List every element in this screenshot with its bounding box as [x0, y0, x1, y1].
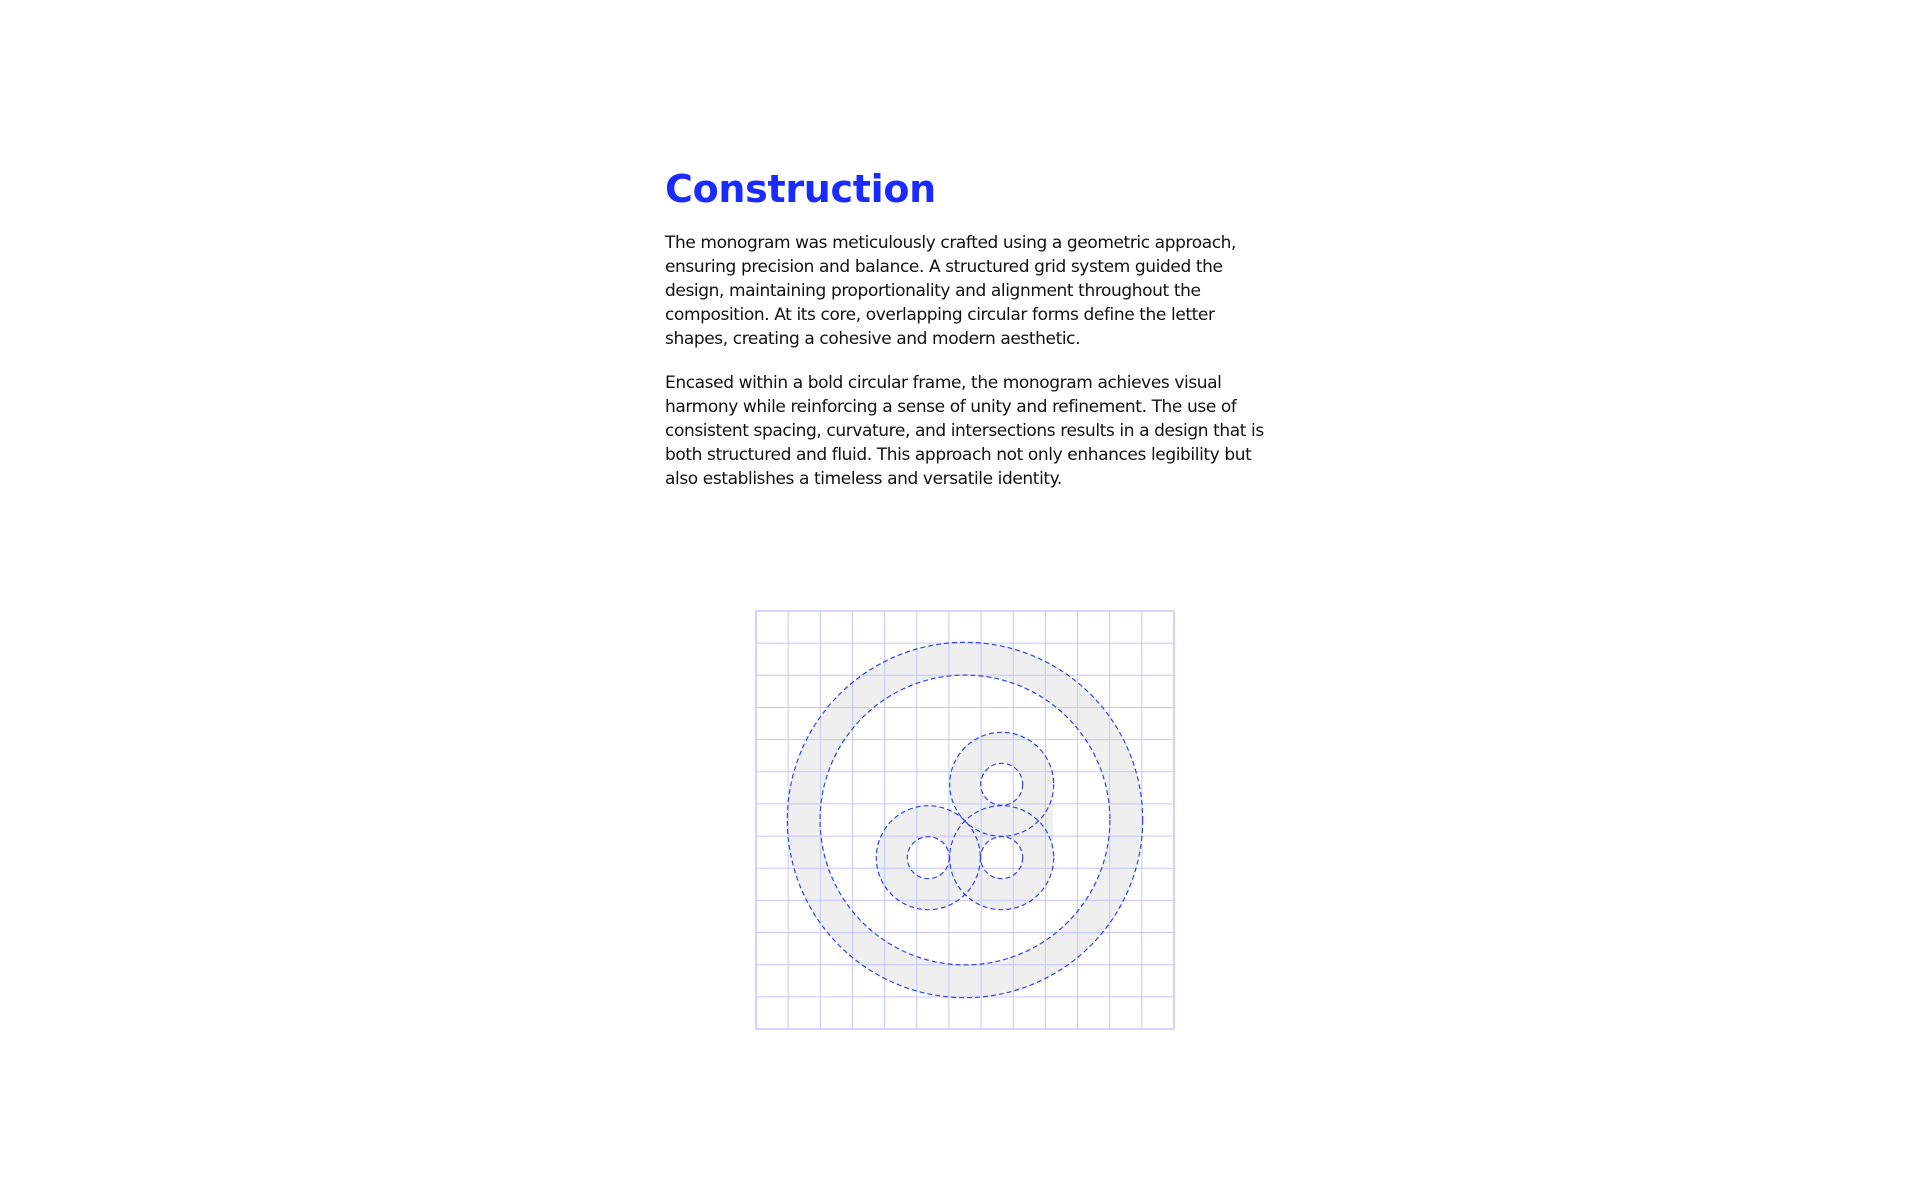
page-title: Construction	[665, 167, 936, 211]
frame-paragraph: Encased within a bold circular frame, the monogram achieves visual harmony while reinforcing a sense of unity and refinement. The use of consistent spacing, curvature, and intersections results in a design that is both structured and fluid. This approach not only enhances legibility but also establishes a timeless and versatile identity.	[665, 373, 1264, 489]
left-loop-inner-guide	[907, 837, 949, 879]
monogram-fill	[787, 642, 1142, 997]
intro-paragraph: The monogram was meticulously crafted using a geometric approach, ensuring precision and balance. A structured grid system guided the design, maintaining proportionality and alignment throughout the composition. At its core, overlapping circular forms define the letter shapes, creating a cohesive and modern aesthetic.	[665, 233, 1237, 349]
text-block	[665, 165, 1265, 511]
stem-fill	[1031, 770, 1053, 860]
top-loop-inner-guide	[981, 763, 1023, 805]
right-loop-inner-guide	[981, 837, 1023, 879]
construction-svg	[755, 610, 1175, 1030]
construction-diagram	[755, 610, 1175, 1030]
